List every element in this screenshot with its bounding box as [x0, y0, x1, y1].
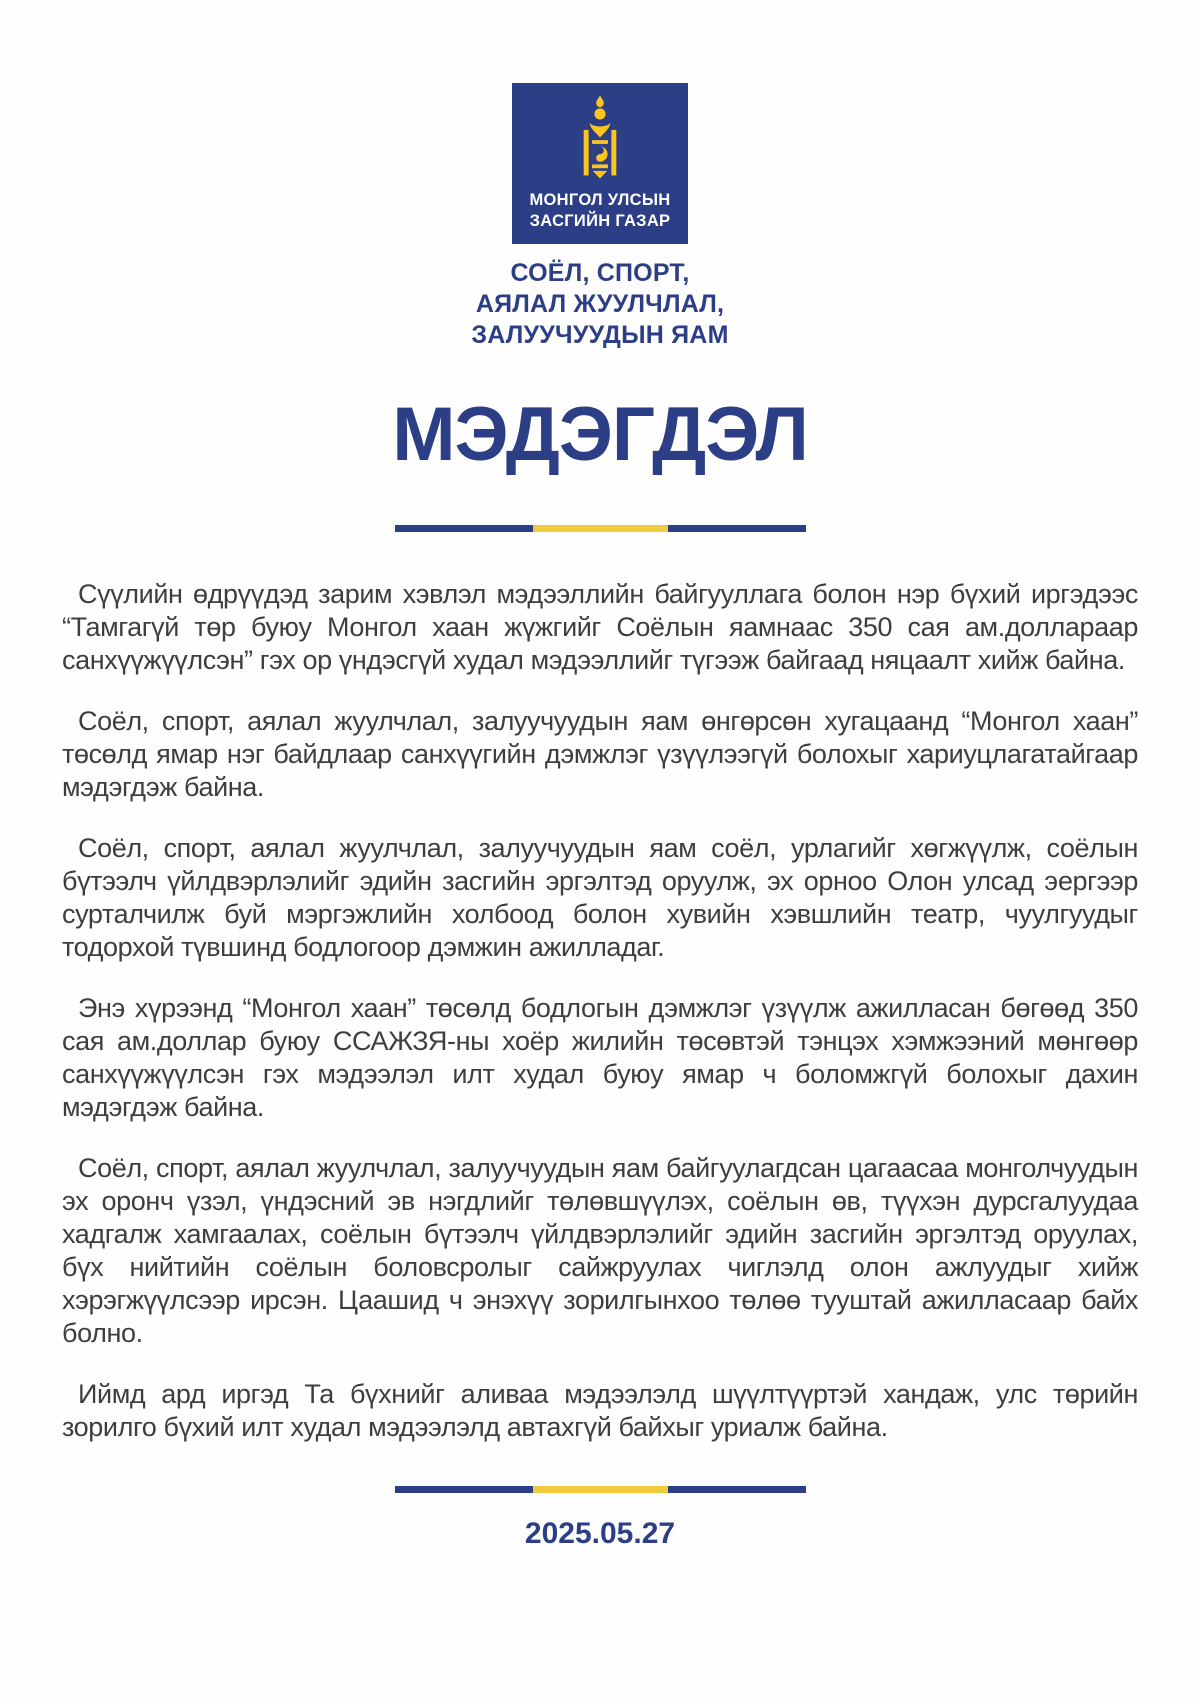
divider-yellow-center	[533, 1486, 668, 1493]
government-name-line-1: МОНГОЛ УЛСЫН	[529, 191, 671, 209]
bottom-divider	[395, 1486, 806, 1493]
announcement-body	[62, 578, 1138, 1444]
ministry-name-line-2: АЯЛАЛ ЖУУЛЧЛАЛ,	[475, 290, 725, 318]
top-divider	[395, 525, 806, 532]
divider-blue-left	[395, 1486, 533, 1493]
ministry-name-line-3: ЗАЛУУЧУУДЫН ЯАМ	[471, 321, 729, 349]
ministry-name	[0, 258, 1200, 351]
paragraph-2: Соёл, спорт, аялал жуулчлал, залуучуудын яам өнгөрсөн хугацаанд “Монгол хаан” төсөлд ямар нэг байдлаар санхүүгийн дэмжлэг үзүүлээгүй болохыг хариуцлагатайгаар мэдэгдэж байна.	[62, 706, 1138, 802]
divider-blue-left	[395, 525, 533, 532]
government-name-line-2: ЗАСГИЙН ГАЗАР	[529, 212, 671, 230]
divider-yellow-center	[533, 525, 668, 532]
divider-blue-right	[668, 1486, 806, 1493]
soyombo-icon	[569, 95, 631, 183]
divider-blue-right	[668, 525, 806, 532]
page-title: МЭДЭГДЭЛ	[392, 392, 808, 477]
ministry-name-line-1: СОЁЛ, СПОРТ,	[510, 259, 690, 287]
paragraph-1: Сүүлийн өдрүүдэд зарим хэвлэл мэдээллийн байгууллага болон нэр бүхий иргэдээс “Тамгагүй төр буюу Монгол хаан жүжгийг Соёлын яамнаас 350 сая ам.доллараар санхүүжүүлсэн” гэх ор үндэсгүй худал мэдээллийг түгээж байгаад няцаалт хийж байна.	[62, 579, 1138, 675]
government-name	[529, 190, 670, 232]
government-logo	[512, 83, 688, 244]
paragraph-3: Соёл, спорт, аялал жуулчлал, залуучуудын яам соёл, урлагийг хөгжүүлж, соёлын бүтээлч үйлдвэрлэлийг эдийн засгийн эргэлтэд оруулж, эх орноо Олон улсад эергээр сурталчилж буй мэргэжлийн холбоод болон хувийн хэвшлийн театр, чуулгуудыг тодорхой түвшинд бодлогоор дэмжин ажилладаг.	[62, 833, 1138, 962]
paragraph-4: Энэ хүрээнд “Монгол хаан” төсөлд бодлогын дэмжлэг үзүүлж ажилласан бөгөөд 350 сая ам.доллар буюу ССАЖЗЯ-ны хоёр жилийн төсөвтэй тэнцэх хэмжээний мөнгөөр санхүүжүүлсэн гэх мэдээлэл илт худал буюу ямар ч боломжгүй болохыг дахин мэдэгдэж байна.	[62, 993, 1138, 1122]
document-date: 2025.05.27	[524, 1517, 676, 1550]
paragraph-6: Иймд ард иргэд Та бүхнийг аливаа мэдээлэлд шүүлтүүртэй хандаж, улс төрийн зорилго бүхий илт худал мэдээлэлд автахгүй байхыг уриалж байна.	[62, 1379, 1138, 1442]
paragraph-5: Соёл, спорт, аялал жуулчлал, залуучуудын яам байгуулагдсан цагаасаа монголчуудын эх оронч үзэл, үндэсний эв нэгдлийг төлөвшүүлэх, соёлын өв, түүхэн дурсгалуудаа хадгалж хамгаалах, соёлын бүтээлч үйлдвэрлэлийг эдийн засгийн эргэлтэд оруулах, бүх нийтийн соёлын боловсролыг сайжруулах чиглэлд олон ажлуудыг хийж хэрэгжүүлсээр ирсэн. Цаашид ч энэхүү зорилгынхоо төлөө тууштай ажилласаар байх болно.	[62, 1153, 1138, 1348]
